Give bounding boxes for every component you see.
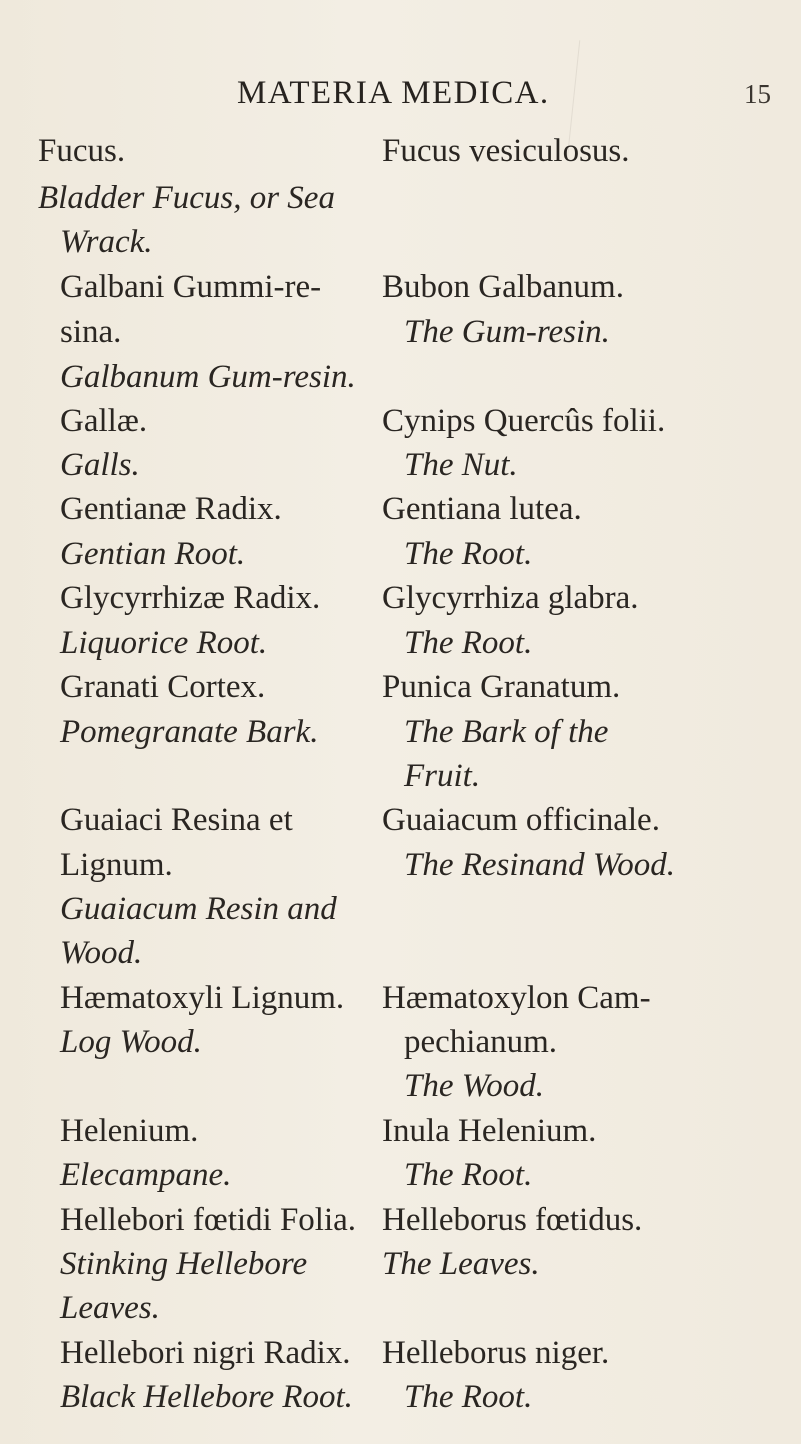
left-line: Fucus.	[38, 133, 126, 169]
right-line: The Gum-resin.	[404, 314, 610, 350]
right-line: The Bark of the	[404, 714, 609, 750]
right-line: Fucus vesiculosus.	[382, 133, 630, 169]
right-line: Helleborus niger.	[382, 1335, 610, 1371]
left-line: Guaiaci Resina et	[60, 802, 293, 838]
left-line: Lignum.	[60, 847, 173, 883]
left-line: Hellebori fœtidi Folia.	[60, 1202, 357, 1238]
running-head-title: MATERIA MEDICA.	[237, 75, 550, 111]
page-number: 15	[744, 79, 771, 109]
right-line: pechianum.	[404, 1024, 558, 1060]
left-line: Hellebori nigri Radix.	[60, 1335, 351, 1371]
left-line: Galbanum Gum-resin.	[60, 359, 356, 395]
left-line: Gallæ.	[60, 403, 148, 439]
right-line: Bubon Galbanum.	[382, 269, 624, 305]
left-line: Gentian Root.	[60, 536, 246, 572]
left-line: Black Hellebore Root.	[60, 1379, 353, 1415]
left-line: Stinking Hellebore	[60, 1246, 308, 1282]
right-line: Gentiana lutea.	[382, 491, 582, 527]
right-line: The Nut.	[404, 447, 518, 483]
left-line: Guaiacum Resin and	[60, 891, 337, 927]
right-line: Fruit.	[404, 758, 481, 794]
right-line: Guaiacum officinale.	[382, 802, 660, 838]
right-line: The Root.	[404, 625, 533, 661]
left-line: Elecampane.	[60, 1157, 232, 1193]
left-line: Hæmatoxyli Lignum.	[60, 980, 345, 1016]
left-line: Wood.	[60, 935, 143, 971]
left-line: Bladder Fucus, or Sea	[38, 180, 335, 216]
right-line: The Root.	[404, 1157, 533, 1193]
left-line: Glycyrrhizæ Radix.	[60, 580, 321, 616]
left-line: Liquorice Root.	[60, 625, 268, 661]
left-line: Log Wood.	[60, 1024, 202, 1060]
running-head	[0, 75, 801, 115]
right-line: Cynips Quercûs folii.	[382, 403, 666, 439]
left-line: Leaves.	[60, 1290, 160, 1326]
right-line: Helleborus fœtidus.	[382, 1202, 643, 1238]
right-line: The Wood.	[404, 1068, 544, 1104]
right-line: Inula Helenium.	[382, 1113, 597, 1149]
right-line: The Root.	[404, 536, 533, 572]
left-line: Pomegranate Bark.	[60, 714, 319, 750]
left-line: Helenium.	[60, 1113, 199, 1149]
left-line: Galbani Gummi-re-	[60, 269, 322, 305]
left-line: Granati Cortex.	[60, 669, 266, 705]
right-line: The Resinand Wood.	[404, 847, 676, 883]
right-line: The Leaves.	[382, 1246, 540, 1282]
left-line: sina.	[60, 314, 122, 350]
right-line: Glycyrrhiza glabra.	[382, 580, 639, 616]
right-line: Hæmatoxylon Cam-	[382, 980, 651, 1016]
right-line: The Root.	[404, 1379, 533, 1415]
left-line: Gentianæ Radix.	[60, 491, 282, 527]
left-line: Wrack.	[60, 224, 153, 260]
right-line: Punica Granatum.	[382, 669, 621, 705]
left-line: Galls.	[60, 447, 140, 483]
